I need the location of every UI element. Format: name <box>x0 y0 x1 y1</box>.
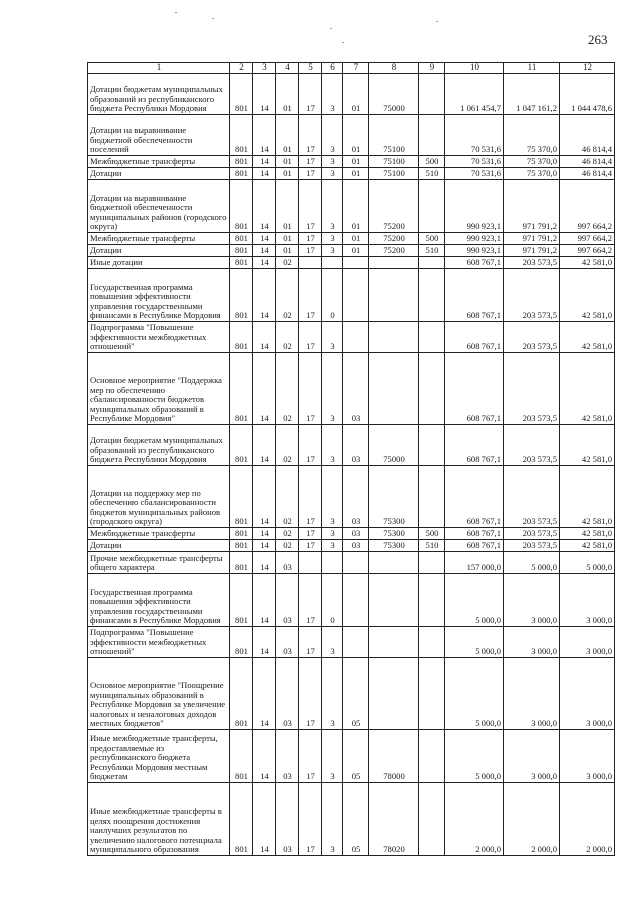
cell-sum-year-1: 5 000,0 <box>445 730 504 783</box>
cell-subsection: 01 <box>276 245 299 257</box>
header-cell-program: 5 <box>299 63 322 74</box>
cell-section: 14 <box>253 180 276 233</box>
cell-expense-type <box>419 257 445 269</box>
cell-sum-year-3: 42 581,0 <box>560 257 615 269</box>
cell-direction <box>369 658 419 730</box>
cell-sum-year-2: 203 573,5 <box>504 269 560 322</box>
cell-program: 17 <box>299 233 322 245</box>
cell-sum-year-1: 608 767,1 <box>445 353 504 425</box>
cell-section: 14 <box>253 233 276 245</box>
cell-activity: 03 <box>343 353 369 425</box>
budget-table <box>87 62 615 856</box>
cell-direction: 75300 <box>369 466 419 528</box>
cell-subprogram: 3 <box>322 528 343 540</box>
cell-sum-year-1: 608 767,1 <box>445 425 504 466</box>
table-row <box>88 574 615 627</box>
header-cell-sum-year-1: 10 <box>445 63 504 74</box>
table-row <box>88 353 615 425</box>
cell-direction: 75000 <box>369 74 419 115</box>
cell-gov-code: 801 <box>230 783 253 856</box>
header-cell-name: 1 <box>88 63 230 74</box>
cell-sum-year-2: 203 573,5 <box>504 528 560 540</box>
cell-name: Межбюджетные трансферты <box>88 528 230 540</box>
cell-expense-type <box>419 74 445 115</box>
cell-sum-year-2: 203 573,5 <box>504 322 560 353</box>
cell-name: Дотации <box>88 540 230 552</box>
cell-activity: 03 <box>343 528 369 540</box>
cell-expense-type <box>419 574 445 627</box>
cell-subsection: 02 <box>276 466 299 528</box>
cell-subsection: 01 <box>276 115 299 156</box>
cell-subsection: 01 <box>276 74 299 115</box>
cell-expense-type <box>419 269 445 322</box>
cell-sum-year-1: 5 000,0 <box>445 658 504 730</box>
cell-sum-year-1: 1 061 454,7 <box>445 74 504 115</box>
cell-sum-year-1: 608 767,1 <box>445 257 504 269</box>
cell-activity: 03 <box>343 540 369 552</box>
table-row <box>88 74 615 115</box>
cell-direction <box>369 574 419 627</box>
cell-subsection: 01 <box>276 156 299 168</box>
table-row <box>88 322 615 353</box>
cell-sum-year-1: 608 767,1 <box>445 540 504 552</box>
header-cell-expense-type: 9 <box>419 63 445 74</box>
cell-direction: 75300 <box>369 528 419 540</box>
cell-subsection: 03 <box>276 627 299 658</box>
cell-section: 14 <box>253 425 276 466</box>
cell-subprogram: 0 <box>322 269 343 322</box>
cell-section: 14 <box>253 783 276 856</box>
cell-name: Иные межбюджетные трансферты в целях поощрения достижения наилучших результатов по увеличению налогового потенциала муниципального образования <box>88 783 230 856</box>
cell-direction <box>369 257 419 269</box>
cell-subprogram: 3 <box>322 322 343 353</box>
cell-section: 14 <box>253 658 276 730</box>
scan-speck <box>330 28 332 29</box>
cell-section: 14 <box>253 730 276 783</box>
cell-expense-type <box>419 466 445 528</box>
cell-subprogram: 0 <box>322 574 343 627</box>
cell-subsection: 01 <box>276 180 299 233</box>
cell-activity <box>343 269 369 322</box>
cell-subsection: 02 <box>276 528 299 540</box>
table-row <box>88 425 615 466</box>
table-row <box>88 115 615 156</box>
cell-gov-code: 801 <box>230 466 253 528</box>
table-row <box>88 156 615 168</box>
table-row <box>88 233 615 245</box>
cell-direction: 75100 <box>369 115 419 156</box>
header-cell-gov-code: 2 <box>230 63 253 74</box>
table-row <box>88 730 615 783</box>
cell-activity: 01 <box>343 74 369 115</box>
cell-section: 14 <box>253 168 276 180</box>
cell-program: 17 <box>299 180 322 233</box>
cell-sum-year-1: 608 767,1 <box>445 269 504 322</box>
cell-name: Прочие межбюджетные трансферты общего характера <box>88 552 230 574</box>
cell-sum-year-2: 75 370,0 <box>504 168 560 180</box>
cell-sum-year-3: 3 000,0 <box>560 627 615 658</box>
cell-sum-year-3: 42 581,0 <box>560 540 615 552</box>
cell-subsection: 03 <box>276 730 299 783</box>
cell-section: 14 <box>253 540 276 552</box>
cell-program: 17 <box>299 322 322 353</box>
cell-activity: 03 <box>343 466 369 528</box>
cell-sum-year-1: 990 923,1 <box>445 233 504 245</box>
cell-subsection: 02 <box>276 540 299 552</box>
cell-sum-year-1: 990 923,1 <box>445 180 504 233</box>
cell-name: Дотации на выравнивание бюджетной обеспеченности поселений <box>88 115 230 156</box>
cell-subprogram: 3 <box>322 540 343 552</box>
cell-sum-year-1: 608 767,1 <box>445 528 504 540</box>
cell-sum-year-3: 3 000,0 <box>560 574 615 627</box>
cell-gov-code: 801 <box>230 245 253 257</box>
cell-sum-year-2: 3 000,0 <box>504 627 560 658</box>
cell-subsection: 02 <box>276 353 299 425</box>
cell-direction <box>369 627 419 658</box>
cell-subprogram: 3 <box>322 730 343 783</box>
cell-sum-year-2: 203 573,5 <box>504 540 560 552</box>
cell-program: 17 <box>299 528 322 540</box>
cell-sum-year-1: 70 531,6 <box>445 156 504 168</box>
cell-sum-year-1: 70 531,6 <box>445 115 504 156</box>
cell-sum-year-1: 608 767,1 <box>445 322 504 353</box>
cell-sum-year-3: 42 581,0 <box>560 466 615 528</box>
cell-activity: 05 <box>343 730 369 783</box>
cell-sum-year-3: 46 814,4 <box>560 168 615 180</box>
table-row <box>88 245 615 257</box>
cell-direction: 75100 <box>369 168 419 180</box>
cell-sum-year-2: 75 370,0 <box>504 115 560 156</box>
cell-name: Иные межбюджетные трансферты, предоставляемые из республиканского бюджета Республики Мордовия местным бюджетам <box>88 730 230 783</box>
cell-section: 14 <box>253 627 276 658</box>
cell-sum-year-3: 42 581,0 <box>560 353 615 425</box>
cell-activity <box>343 574 369 627</box>
cell-expense-type <box>419 180 445 233</box>
cell-name: Подпрограмма "Повышение эффективности межбюджетных отношений" <box>88 322 230 353</box>
cell-program: 17 <box>299 540 322 552</box>
cell-name: Иные дотации <box>88 257 230 269</box>
cell-activity: 05 <box>343 783 369 856</box>
cell-expense-type: 510 <box>419 540 445 552</box>
cell-activity: 01 <box>343 180 369 233</box>
table-row <box>88 168 615 180</box>
header-cell-sum-year-2: 11 <box>504 63 560 74</box>
cell-subsection: 03 <box>276 783 299 856</box>
table-row <box>88 540 615 552</box>
cell-program <box>299 257 322 269</box>
cell-gov-code: 801 <box>230 233 253 245</box>
cell-name: Дотации бюджетам муниципальных образований из республиканского бюджета Республики Мордовия <box>88 425 230 466</box>
cell-activity: 01 <box>343 245 369 257</box>
cell-program <box>299 552 322 574</box>
cell-activity: 01 <box>343 233 369 245</box>
cell-section: 14 <box>253 353 276 425</box>
cell-gov-code: 801 <box>230 574 253 627</box>
cell-expense-type <box>419 425 445 466</box>
header-cell-activity: 7 <box>343 63 369 74</box>
cell-sum-year-2: 971 791,2 <box>504 245 560 257</box>
cell-activity: 03 <box>343 425 369 466</box>
cell-subsection: 02 <box>276 269 299 322</box>
cell-name: Межбюджетные трансферты <box>88 156 230 168</box>
cell-sum-year-3: 1 044 478,6 <box>560 74 615 115</box>
cell-gov-code: 801 <box>230 180 253 233</box>
cell-gov-code: 801 <box>230 322 253 353</box>
cell-activity: 01 <box>343 168 369 180</box>
cell-sum-year-2: 203 573,5 <box>504 466 560 528</box>
cell-gov-code: 801 <box>230 540 253 552</box>
cell-sum-year-3: 2 000,0 <box>560 783 615 856</box>
cell-sum-year-2: 971 791,2 <box>504 180 560 233</box>
cell-sum-year-3: 46 814,4 <box>560 115 615 156</box>
cell-gov-code: 801 <box>230 552 253 574</box>
table-row <box>88 257 615 269</box>
cell-sum-year-2: 971 791,2 <box>504 233 560 245</box>
cell-activity <box>343 627 369 658</box>
cell-sum-year-2: 3 000,0 <box>504 658 560 730</box>
cell-direction <box>369 322 419 353</box>
cell-subprogram: 3 <box>322 783 343 856</box>
cell-sum-year-1: 5 000,0 <box>445 627 504 658</box>
cell-gov-code: 801 <box>230 115 253 156</box>
cell-activity: 05 <box>343 658 369 730</box>
cell-sum-year-3: 42 581,0 <box>560 528 615 540</box>
cell-name: Подпрограмма "Повышение эффективности межбюджетных отношений" <box>88 627 230 658</box>
cell-sum-year-2: 1 047 161,2 <box>504 74 560 115</box>
cell-name: Основное мероприятие "Поощрение муниципальных образований в Республике Мордовия за увеличение налоговых и неналоговых доходов местных бюджетов" <box>88 658 230 730</box>
cell-sum-year-1: 608 767,1 <box>445 466 504 528</box>
cell-activity <box>343 257 369 269</box>
cell-section: 14 <box>253 552 276 574</box>
cell-section: 14 <box>253 466 276 528</box>
cell-gov-code: 801 <box>230 269 253 322</box>
cell-expense-type <box>419 353 445 425</box>
cell-program: 17 <box>299 168 322 180</box>
cell-name: Дотации <box>88 245 230 257</box>
cell-subprogram: 3 <box>322 245 343 257</box>
cell-sum-year-2: 5 000,0 <box>504 552 560 574</box>
table-row <box>88 180 615 233</box>
cell-name: Дотации на поддержку мер по обеспечению сбалансированности бюджетов муниципальных районов (городского округа) <box>88 466 230 528</box>
cell-expense-type: 500 <box>419 528 445 540</box>
cell-section: 14 <box>253 257 276 269</box>
cell-expense-type: 500 <box>419 156 445 168</box>
scan-speck <box>212 18 214 19</box>
cell-subprogram: 3 <box>322 180 343 233</box>
cell-gov-code: 801 <box>230 74 253 115</box>
scan-speck <box>175 12 177 13</box>
cell-program: 17 <box>299 658 322 730</box>
cell-sum-year-3: 5 000,0 <box>560 552 615 574</box>
cell-activity <box>343 552 369 574</box>
cell-subprogram: 3 <box>322 466 343 528</box>
cell-program: 17 <box>299 245 322 257</box>
cell-subsection: 01 <box>276 233 299 245</box>
scan-speck <box>342 42 344 43</box>
cell-gov-code: 801 <box>230 156 253 168</box>
cell-sum-year-1: 70 531,6 <box>445 168 504 180</box>
cell-program: 17 <box>299 730 322 783</box>
cell-section: 14 <box>253 156 276 168</box>
cell-section: 14 <box>253 74 276 115</box>
cell-section: 14 <box>253 574 276 627</box>
cell-subprogram: 3 <box>322 168 343 180</box>
cell-subsection: 01 <box>276 168 299 180</box>
table-header-row <box>88 63 615 74</box>
cell-sum-year-3: 46 814,4 <box>560 156 615 168</box>
cell-sum-year-3: 42 581,0 <box>560 269 615 322</box>
cell-expense-type <box>419 627 445 658</box>
cell-program: 17 <box>299 627 322 658</box>
cell-sum-year-2: 3 000,0 <box>504 730 560 783</box>
cell-sum-year-3: 42 581,0 <box>560 322 615 353</box>
cell-subprogram <box>322 257 343 269</box>
cell-subsection: 03 <box>276 574 299 627</box>
cell-direction: 75000 <box>369 425 419 466</box>
cell-sum-year-3: 997 664,2 <box>560 245 615 257</box>
cell-program: 17 <box>299 74 322 115</box>
cell-section: 14 <box>253 528 276 540</box>
cell-sum-year-2: 203 573,5 <box>504 257 560 269</box>
cell-expense-type <box>419 658 445 730</box>
table-row <box>88 627 615 658</box>
cell-sum-year-2: 75 370,0 <box>504 156 560 168</box>
table-row <box>88 783 615 856</box>
table-row <box>88 658 615 730</box>
cell-program: 17 <box>299 425 322 466</box>
cell-subsection: 02 <box>276 257 299 269</box>
cell-program: 17 <box>299 156 322 168</box>
cell-expense-type: 510 <box>419 168 445 180</box>
cell-name: Государственная программа повышения эффективности управления государственными финансами в Республике Мордовия <box>88 269 230 322</box>
cell-gov-code: 801 <box>230 353 253 425</box>
table-row <box>88 466 615 528</box>
cell-expense-type <box>419 783 445 856</box>
cell-gov-code: 801 <box>230 730 253 783</box>
scan-speck <box>436 21 438 22</box>
cell-name: Государственная программа повышения эффективности управления государственными финансами в Республике Мордовия <box>88 574 230 627</box>
table-row <box>88 528 615 540</box>
cell-name: Дотации <box>88 168 230 180</box>
cell-program: 17 <box>299 353 322 425</box>
header-cell-subsection: 4 <box>276 63 299 74</box>
cell-subprogram: 3 <box>322 627 343 658</box>
cell-sum-year-3: 3 000,0 <box>560 730 615 783</box>
cell-activity: 01 <box>343 115 369 156</box>
page-number: 263 <box>588 32 608 47</box>
cell-sum-year-3: 42 581,0 <box>560 425 615 466</box>
cell-name: Межбюджетные трансферты <box>88 233 230 245</box>
cell-subsection: 02 <box>276 425 299 466</box>
header-cell-subprogram: 6 <box>322 63 343 74</box>
cell-program: 17 <box>299 783 322 856</box>
table-row <box>88 269 615 322</box>
cell-subprogram: 3 <box>322 74 343 115</box>
cell-gov-code: 801 <box>230 425 253 466</box>
cell-direction: 75300 <box>369 540 419 552</box>
cell-name: Основное мероприятие "Поддержка мер по обеспечению сбалансированности бюджетов муниципальных образований в Республике Мордовия" <box>88 353 230 425</box>
cell-section: 14 <box>253 115 276 156</box>
cell-direction: 75200 <box>369 180 419 233</box>
cell-direction: 78000 <box>369 730 419 783</box>
cell-section: 14 <box>253 269 276 322</box>
cell-sum-year-1: 5 000,0 <box>445 574 504 627</box>
cell-subprogram: 3 <box>322 156 343 168</box>
cell-direction: 75200 <box>369 245 419 257</box>
cell-subprogram: 3 <box>322 658 343 730</box>
cell-sum-year-1: 2 000,0 <box>445 783 504 856</box>
cell-name: Дотации на выравнивание бюджетной обеспеченности муниципальных районов (городского округа) <box>88 180 230 233</box>
cell-direction: 75200 <box>369 233 419 245</box>
cell-expense-type <box>419 730 445 783</box>
table-row <box>88 552 615 574</box>
cell-direction: 78020 <box>369 783 419 856</box>
cell-gov-code: 801 <box>230 257 253 269</box>
cell-gov-code: 801 <box>230 658 253 730</box>
header-cell-sum-year-3: 12 <box>560 63 615 74</box>
cell-program: 17 <box>299 574 322 627</box>
cell-name: Дотации бюджетам муниципальных образований из республиканского бюджета Республики Мордовия <box>88 74 230 115</box>
cell-expense-type <box>419 552 445 574</box>
cell-sum-year-3: 3 000,0 <box>560 658 615 730</box>
cell-activity: 01 <box>343 156 369 168</box>
cell-sum-year-2: 203 573,5 <box>504 425 560 466</box>
cell-section: 14 <box>253 245 276 257</box>
cell-program: 17 <box>299 466 322 528</box>
cell-gov-code: 801 <box>230 168 253 180</box>
cell-sum-year-3: 997 664,2 <box>560 233 615 245</box>
cell-sum-year-2: 2 000,0 <box>504 783 560 856</box>
cell-subprogram: 3 <box>322 233 343 245</box>
header-cell-section: 3 <box>253 63 276 74</box>
header-cell-direction: 8 <box>369 63 419 74</box>
cell-program: 17 <box>299 269 322 322</box>
cell-subprogram: 3 <box>322 425 343 466</box>
cell-direction <box>369 269 419 322</box>
cell-sum-year-2: 3 000,0 <box>504 574 560 627</box>
cell-subprogram <box>322 552 343 574</box>
cell-gov-code: 801 <box>230 528 253 540</box>
cell-direction <box>369 552 419 574</box>
cell-subprogram: 3 <box>322 115 343 156</box>
cell-subprogram: 3 <box>322 353 343 425</box>
cell-expense-type: 500 <box>419 233 445 245</box>
cell-subsection: 02 <box>276 322 299 353</box>
cell-sum-year-2: 203 573,5 <box>504 353 560 425</box>
cell-program: 17 <box>299 115 322 156</box>
cell-expense-type: 510 <box>419 245 445 257</box>
cell-sum-year-3: 997 664,2 <box>560 180 615 233</box>
cell-direction <box>369 353 419 425</box>
cell-expense-type <box>419 115 445 156</box>
cell-subsection: 03 <box>276 658 299 730</box>
cell-sum-year-1: 990 923,1 <box>445 245 504 257</box>
cell-sum-year-1: 157 000,0 <box>445 552 504 574</box>
cell-expense-type <box>419 322 445 353</box>
cell-activity <box>343 322 369 353</box>
cell-section: 14 <box>253 322 276 353</box>
cell-direction: 75100 <box>369 156 419 168</box>
cell-gov-code: 801 <box>230 627 253 658</box>
cell-subsection: 03 <box>276 552 299 574</box>
